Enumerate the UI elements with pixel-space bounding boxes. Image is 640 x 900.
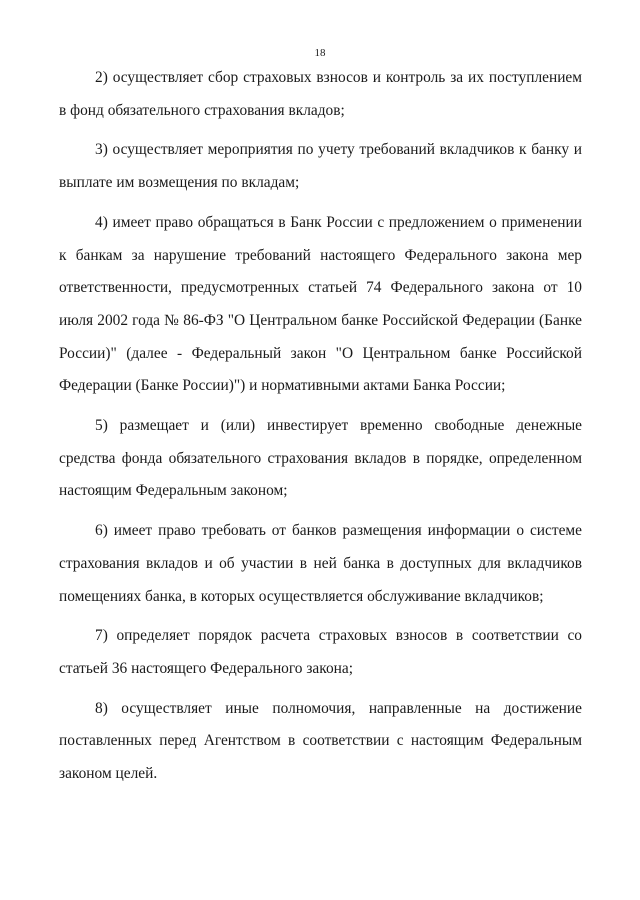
document-body: [59, 62, 582, 798]
paragraph-item-8: 8) осуществляет иные полномочия, направленные на достижение поставленных перед Агентством в соответствии с настоящим Федеральным законом целей.: [59, 699, 582, 783]
paragraph-item-4: 4) имеет право обращаться в Банк России с предложением о применении к банкам за нарушение требований настоящего Федерального закона мер ответственности, предусмотренных статьей 74 Федерального закона от 10 июля 2002 года № 86-ФЗ "О Центральном банке Российской Федерации (Банке России)" (далее - Федеральный закон "О Центральном банке Российской Федерации (Банке России)") и нормативными актами Банка России;: [59, 213, 582, 395]
paragraph-item-3: 3) осуществляет мероприятия по учету требований вкладчиков к банку и выплате им возмещения по вкладам;: [59, 141, 582, 192]
paragraph-item-5: 5) размещает и (или) инвестирует временно свободные денежные средства фонда обязательного страхования вкладов в порядке, определенном настоящим Федеральным законом;: [59, 417, 582, 500]
paragraph-item-6: 6) имеет право требовать от банков размещения информации о системе страхования вкладов и об участии в ней банка в доступных для вкладчиков помещениях банка, в которых осуществляется обслуживание вкладчиков;: [59, 522, 582, 605]
paragraph-item-2: 2) осуществляет сбор страховых взносов и контроль за их поступлением в фонд обязательного страхования вкладов;: [59, 69, 582, 119]
page-number: 18: [314, 47, 326, 59]
paragraph-item-7: 7) определяет порядок расчета страховых взносов в соответствии со статьей 36 настоящего Федерального закона;: [59, 627, 582, 677]
